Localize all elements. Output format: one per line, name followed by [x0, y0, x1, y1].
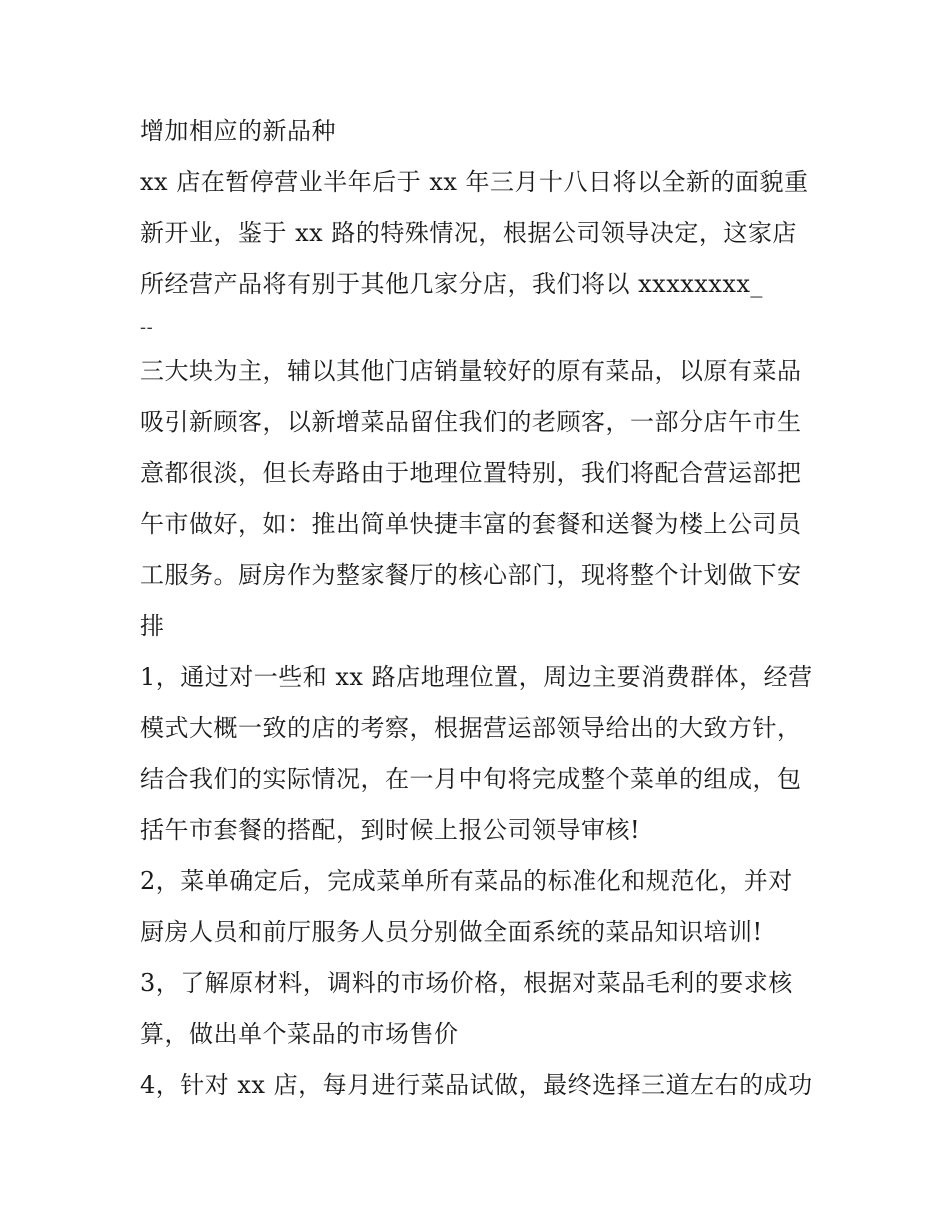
text-line: 厨房人员和前厅服务人员分别做全面系统的菜品知识培训! — [140, 918, 763, 946]
document-body — [140, 106, 820, 1111]
text-line: 午市做好，如：推出简单快捷丰富的套餐和送餐为楼上公司员 — [140, 510, 802, 538]
text-line: 所经营产品将有别于其他几家分店，我们将以 xxxxxxxx_ — [140, 270, 763, 298]
list-item-3-line: 3，了解原材料，调料的市场价格，根据对菜品毛利的要求核 — [140, 969, 793, 997]
text-line: 算，做出单个菜品的市场售价 — [140, 1020, 459, 1048]
text-line: 三大块为主，辅以其他门店销量较好的原有菜品，以原有菜品 — [140, 357, 802, 385]
text-line: 新开业，鉴于 xx 路的特殊情况，根据公司领导决定，这家店 — [140, 219, 797, 247]
separator-line: -- — [140, 317, 154, 338]
text-line: 吸引新顾客，以新增菜品留住我们的老顾客，一部分店午市生 — [140, 408, 802, 436]
text-line: 意都很淡，但长寿路由于地理位置特别，我们将配合营运部把 — [140, 459, 802, 487]
text-line: 增加相应的新品种 — [140, 117, 336, 145]
text-line: xx 店在暂停营业半年后于 xx 年三月十八日将以全新的面貌重 — [140, 168, 809, 196]
list-item-1-line: 1，通过对一些和 xx 路店地理位置，周边主要消费群体，经营 — [140, 663, 813, 691]
list-item-2-line: 2，菜单确定后，完成菜单所有菜品的标准化和规范化，并对 — [140, 867, 793, 895]
list-item-4-line: 4，针对 xx 店，每月进行菜品试做，最终选择三道左右的成功 — [140, 1071, 813, 1099]
text-line: 括午市套餐的搭配，到时候上报公司领导审核! — [140, 816, 641, 844]
text-line: 模式大概一致的店的考察，根据营运部领导给出的大致方针， — [140, 714, 802, 742]
text-line: 结合我们的实际情况，在一月中旬将完成整个菜单的组成，包 — [140, 765, 802, 793]
text-line: 工服务。厨房作为整家餐厅的核心部门，现将整个计划做下安 — [140, 561, 802, 589]
text-line: 排 — [140, 612, 165, 640]
